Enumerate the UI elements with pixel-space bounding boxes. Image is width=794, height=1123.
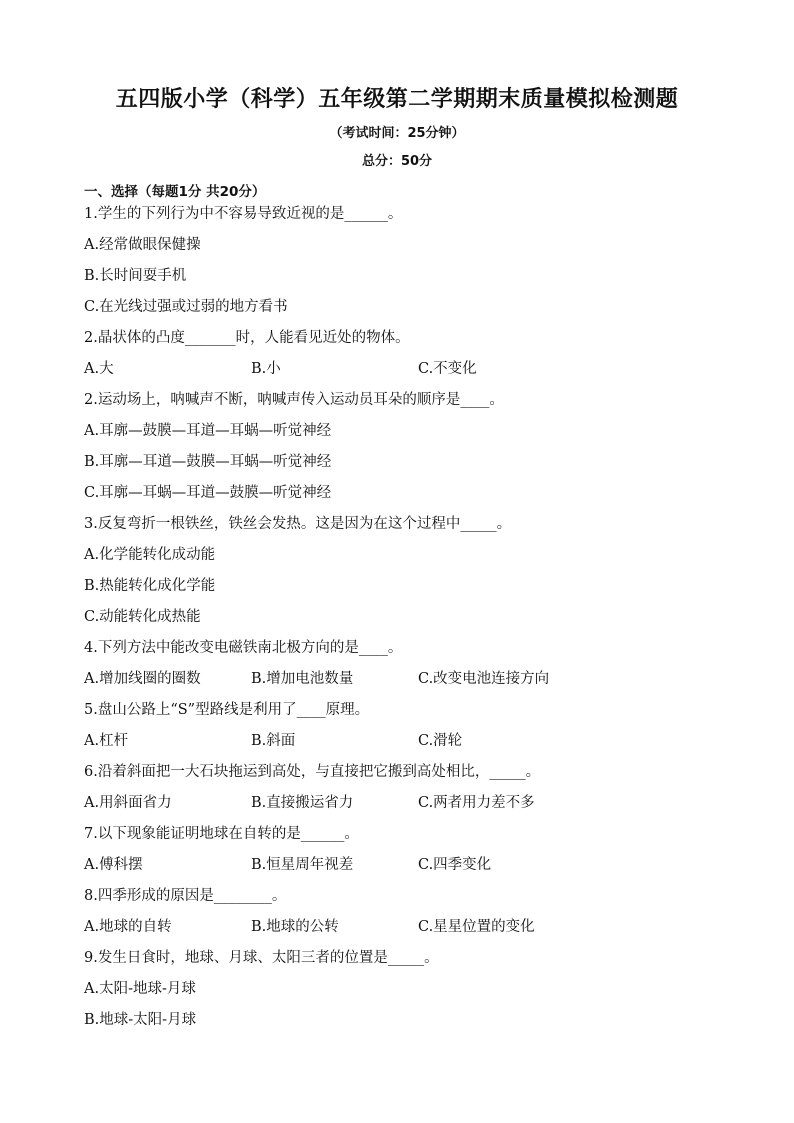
question-list — [84, 199, 724, 1036]
question-stem — [84, 323, 724, 354]
answer-option — [84, 602, 724, 633]
question-stem — [84, 509, 724, 540]
option-text: A.耳廓—鼓膜—耳道—耳蜗—听觉神经 — [84, 423, 332, 439]
answer-option — [84, 230, 724, 261]
option-text: C.改变电池连接方向 — [418, 671, 550, 687]
question-text: 9.发生日食时，地球、月球、太阳三者的位置是_____。 — [84, 950, 439, 966]
question-stem — [84, 819, 724, 850]
option-text: A.用斜面省力 — [84, 795, 172, 811]
answer-option-row — [84, 726, 724, 757]
question-stem — [84, 385, 724, 416]
option-text: C.不变化 — [418, 361, 477, 377]
option-text: B.热能转化成化学能 — [84, 578, 216, 594]
section-heading: 一、选择（每题1分 共20分） — [84, 184, 266, 200]
option-text: C.星星位置的变化 — [418, 919, 535, 935]
question-stem — [84, 881, 724, 912]
option-text: C.两者用力差不多 — [418, 795, 535, 811]
question-text: 4.下列方法中能改变电磁铁南北极方向的是____。 — [84, 640, 403, 656]
answer-option — [84, 478, 724, 509]
option-text: B.地球的公转 — [251, 919, 339, 935]
answer-option — [84, 261, 724, 292]
option-text: A.傅科摆 — [84, 857, 143, 873]
answer-option-row — [84, 788, 724, 819]
answer-option — [84, 292, 724, 323]
question-stem — [84, 757, 724, 788]
option-text: C.四季变化 — [418, 857, 492, 873]
question-stem — [84, 633, 724, 664]
option-text: B.直接搬运省力 — [251, 795, 354, 811]
option-text: A.地球的自转 — [84, 919, 172, 935]
question-stem — [84, 199, 724, 230]
option-text: B.小 — [251, 361, 281, 377]
option-text: B.长时间耍手机 — [84, 268, 187, 284]
question-text: 1.学生的下列行为中不容易导致近视的是______。 — [84, 206, 403, 222]
question-text: 3.反复弯折一根铁丝，铁丝会发热。这是因为在这个过程中_____。 — [84, 516, 512, 532]
answer-option — [84, 540, 724, 571]
option-text: A.化学能转化成动能 — [84, 547, 216, 563]
option-text: B.地球-太阳-月球 — [84, 1012, 197, 1028]
option-text: A.经常做眼保健操 — [84, 237, 201, 253]
option-text: B.恒星周年视差 — [251, 857, 354, 873]
option-text: A.太阳-地球-月球 — [84, 981, 196, 997]
option-text: C.在光线过强或过弱的地方看书 — [84, 299, 288, 315]
option-text: B.增加电池数量 — [251, 671, 354, 687]
question-text: 5.盘山公路上“S”型路线是利用了____原理。 — [84, 702, 370, 718]
page-title: 五四版小学（科学）五年级第二学期期末质量模拟检测题 — [115, 87, 679, 112]
option-text: C.耳廓—耳蜗—耳道—鼓膜—听觉神经 — [84, 485, 332, 501]
option-text: B.斜面 — [251, 733, 296, 749]
question-text: 8.四季形成的原因是________。 — [84, 888, 287, 904]
total-score: 总分：50分 — [361, 154, 433, 169]
answer-option-row — [84, 850, 724, 881]
option-text: B.耳廓—耳道—鼓膜—耳蜗—听觉神经 — [84, 454, 332, 470]
question-text: 2.运动场上，呐喊声不断，呐喊声传入运动员耳朵的顺序是____。 — [84, 392, 504, 408]
answer-option — [84, 571, 724, 602]
question-text: 6.沿着斜面把一大石块拖运到高处，与直接把它搬到高处相比，_____。 — [84, 764, 541, 780]
question-stem — [84, 695, 724, 726]
option-text: C.滑轮 — [418, 733, 463, 749]
exam-duration: （考试时间：25分钟） — [329, 126, 465, 141]
answer-option-row — [84, 354, 724, 385]
answer-option — [84, 1005, 724, 1036]
answer-option — [84, 974, 724, 1005]
question-stem — [84, 943, 724, 974]
option-text: A.大 — [84, 361, 114, 377]
answer-option — [84, 416, 724, 447]
question-text: 2.晶状体的凸度_______时，人能看见近处的物体。 — [84, 330, 410, 346]
option-text: A.增加线圈的圈数 — [84, 671, 201, 687]
answer-option-row — [84, 664, 724, 695]
answer-option-row — [84, 912, 724, 943]
answer-option — [84, 447, 724, 478]
option-text: C.动能转化成热能 — [84, 609, 201, 625]
option-text: A.杠杆 — [84, 733, 129, 749]
question-text: 7.以下现象能证明地球在自转的是______。 — [84, 826, 359, 842]
